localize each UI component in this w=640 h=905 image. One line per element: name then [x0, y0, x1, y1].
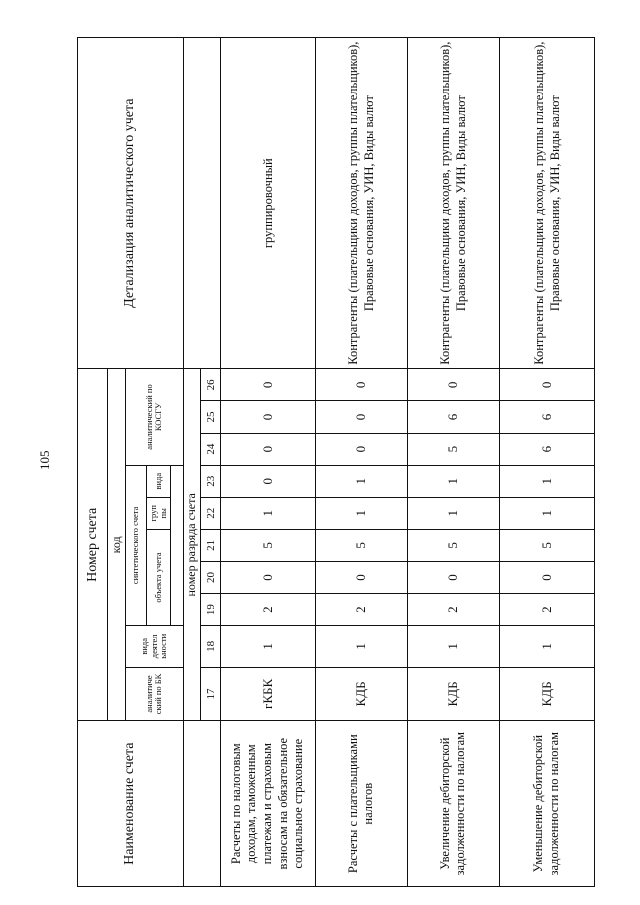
header-analytical-kosgu: аналитический по КОСГУ [125, 369, 183, 465]
accounts-table [77, 37, 595, 887]
digit-20: 20 [201, 561, 220, 593]
digit-25: 25 [201, 401, 220, 433]
cell: 0 [407, 561, 499, 593]
cell: КДБ [407, 667, 499, 721]
cell: 0 [315, 369, 407, 401]
cell: 6 [499, 401, 594, 433]
header-spacer [170, 465, 183, 625]
cell: 1 [315, 626, 407, 667]
header-digit-number: номер разряда счета [183, 369, 201, 721]
header-account-object: объекта учета [147, 529, 170, 625]
row-name: Расчеты с плательщиками налогов [315, 721, 407, 887]
cell: 0 [220, 465, 315, 497]
cell: 1 [220, 626, 315, 667]
header-synthetic: синтетического счета [125, 465, 147, 625]
header-account-number: Номер счета [78, 369, 108, 721]
cell: 1 [315, 465, 407, 497]
header-account-name: Наименование счета [78, 721, 184, 887]
row-name: Уменьшение дебиторской задолженности по налогам [499, 721, 594, 887]
digit-22: 22 [201, 497, 220, 529]
cell: 2 [220, 594, 315, 626]
cell: 2 [407, 594, 499, 626]
cell: 5 [407, 433, 499, 465]
cell: 1 [499, 465, 594, 497]
cell: 0 [499, 369, 594, 401]
row-name: Расчеты по налоговым доходам, таможенным платежам и страховым взносам на обязательное социальное страхование [220, 721, 315, 887]
row-name: Увеличение дебиторской задолженности по налогам [407, 721, 499, 887]
header-analytical-bk: аналитиче ский по БК [125, 667, 183, 721]
digit-21: 21 [201, 529, 220, 561]
cell: 1 [407, 497, 499, 529]
cell: 0 [407, 369, 499, 401]
cell: 0 [220, 433, 315, 465]
cell: 0 [220, 369, 315, 401]
row-detail: Контрагенты (плательщики доходов, группы плательщиков), Правовые основания, УИН, Виды валют [499, 38, 594, 369]
digit-23: 23 [201, 465, 220, 497]
row-detail: Контрагенты (плательщики доходов, группы плательщиков), Правовые основания, УИН, Виды валют [315, 38, 407, 369]
cell: 2 [499, 594, 594, 626]
digit-18: 18 [201, 626, 220, 667]
cell: 0 [315, 561, 407, 593]
header-empty-left [183, 721, 201, 887]
row-detail: Контрагенты (плательщики доходов, группы плательщиков), Правовые основания, УИН, Виды валют [407, 38, 499, 369]
cell: 1 [499, 626, 594, 667]
cell: 0 [220, 561, 315, 593]
cell: 1 [220, 497, 315, 529]
header-group: груп пы [147, 497, 170, 529]
cell: 1 [407, 626, 499, 667]
cell: 1 [315, 497, 407, 529]
header-digit-blank-right [201, 38, 220, 369]
digit-24: 24 [201, 433, 220, 465]
cell: КДБ [315, 667, 407, 721]
header-empty-right [183, 38, 201, 369]
digit-19: 19 [201, 594, 220, 626]
header-type: вида [147, 465, 170, 497]
cell: КДБ [499, 667, 594, 721]
table-row [407, 38, 499, 887]
header-detail: Детализация аналитического учета [78, 38, 184, 369]
table-row [315, 38, 407, 887]
page-number: 105 [37, 450, 52, 470]
cell: 1 [407, 465, 499, 497]
cell: 5 [407, 529, 499, 561]
cell: 1 [499, 497, 594, 529]
cell: 2 [315, 594, 407, 626]
cell: 6 [407, 401, 499, 433]
table-row [499, 38, 594, 887]
cell: 0 [315, 433, 407, 465]
header-code: код [108, 369, 126, 721]
digit-17: 17 [201, 667, 220, 721]
table-row [220, 38, 315, 887]
header-digit-blank-left [201, 721, 220, 887]
header-activity-type: вида деятел ьности [125, 626, 183, 667]
cell: 5 [220, 529, 315, 561]
cell: гКБК [220, 667, 315, 721]
cell: 6 [499, 433, 594, 465]
cell: 5 [499, 529, 594, 561]
cell: 0 [315, 401, 407, 433]
digit-26: 26 [201, 369, 220, 401]
cell: 0 [499, 561, 594, 593]
row-detail: группировочный [220, 38, 315, 369]
rotated-table-container [77, 37, 595, 887]
cell: 5 [315, 529, 407, 561]
cell: 0 [220, 401, 315, 433]
